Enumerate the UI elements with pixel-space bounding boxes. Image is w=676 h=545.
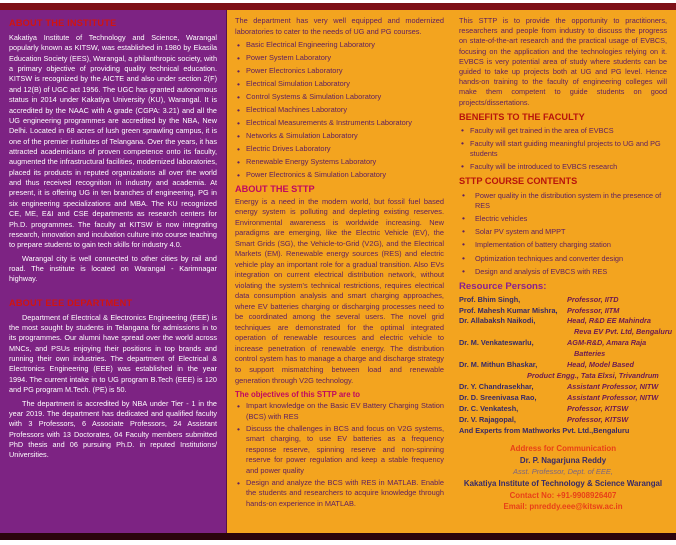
person-name: Dr. C. Venkatesh, [459, 403, 519, 413]
resource-persons-heading: Resource Persons: [459, 281, 547, 293]
benefit-item: • Faculty will be introduced to EVBCS research [459, 162, 667, 172]
person-role-continuation: Product Engg., Tata Elxsi, Trivandrum [527, 371, 659, 381]
course-contents-heading: STTP COURSE CONTENTS [459, 176, 578, 187]
contact-number: Contact No: +91-9908926407 [509, 490, 617, 500]
bottom-divider-bar [0, 533, 676, 540]
laboratory-list [235, 40, 444, 181]
course-contents-list [459, 191, 667, 277]
benefit-item: • Faculty will start guiding meaningful projects to UG and PG students [459, 139, 667, 159]
course-content-item: • Optimization techniques and converter design [459, 254, 667, 264]
person-role: Head, Model Based [567, 360, 634, 370]
benefit-item: • Faculty will get trained in the area of EVBCS [459, 126, 667, 136]
person-name: Dr. D. Sreenivasa Rao, [459, 393, 537, 402]
person-name: Dr. M. Venkateswarlu, [459, 338, 534, 348]
person-role: Professor, IITM [567, 305, 620, 315]
person-name: Dr. Allabaksh Naikodi, [459, 316, 536, 326]
benefits-list [459, 126, 667, 172]
eee-department-paragraph-2: The department is accredited by NBA under Tier - 1 in the year 2019. The department has dedicated and qualified faculty with 3 Professors, 6 Associate Professors, 24 Assistant Professors with 13 Doctorates, 04 Faculty members submitted PhD thesis and 06 pursuing Ph.D. in reputed Institutions/ Universities. [9, 398, 217, 460]
lab-list-item: • Power Electronics Laboratory [235, 66, 444, 77]
coordinator-name: Dr. P. Nagarjuna Reddy [519, 455, 607, 465]
top-divider-bar [0, 3, 676, 10]
objective-item: • Discuss the challenges in BCS and focus on V2G systems, smart charging, to use EV batteries as a frequency response reserve, spinning reserve and non-spinning reserve for power regulation and keep a stable frequency and power quality [235, 424, 444, 477]
person-role-continuation: Reva EV Pvt. Ltd, Bengaluru [574, 327, 673, 337]
person-role: Professor, KITSW [567, 403, 629, 413]
institute-paragraph-2: Warangal city is well connected to other cities by rail and road. The institute is located on Warangal - Karimnagar highway. [9, 253, 217, 284]
resource-person-row [459, 382, 667, 393]
course-content-item: • Implementation of battery charging station [459, 240, 667, 250]
course-content-item: • Power quality in the distribution system in the presence of RES [459, 191, 667, 211]
brochure-content [0, 10, 676, 533]
person-role: Professor, IITD [567, 294, 619, 304]
person-role: Assistant Professor, NITW [567, 393, 659, 402]
labs-intro-paragraph: The department has very well equipped and modernized laboratories to cater to the needs of UG and PG courses. [235, 16, 444, 36]
lab-list-item: • Power Electronics & Simulation Laboratory [235, 170, 444, 181]
resource-person-row [459, 360, 667, 371]
about-eee-department-heading: ABOUT EEE DEPARTMENT [9, 297, 133, 308]
resource-person-row [459, 404, 667, 415]
sttp-purpose-paragraph: This STTP is to provide the opportunity to practitioners, researchers and people from industry to discuss the progress on state-of-the-art research and the practical usage of EVBCS, focusing on the application and the technologies relying on it. EVBCS is very potential area of study where students can be guided to take up projects both at UG and PG level. Hence hands-on training to the faculty of engineering colleges will make them competent to guide students on good projects/dissertations. [459, 16, 667, 107]
about-institute-heading: ABOUT THE INSTITUTE [9, 18, 117, 28]
resource-person-row [459, 393, 667, 404]
lab-list-item: • Electrical Simulation Laboratory [235, 79, 444, 90]
person-name: Prof. Mahesh Kumar Mishra, [459, 305, 558, 315]
coordinator-institute: Kakatiya Institute of Technology & Science Warangal [463, 478, 663, 488]
course-content-item: • Solar PV system and MPPT [459, 227, 667, 237]
objectives-list [235, 401, 444, 509]
address-heading: Address for Communication [509, 443, 617, 453]
person-role: AGM-R&D, Amara Raja [567, 338, 647, 348]
benefits-heading: BENEFITS TO THE FACULTY [459, 111, 585, 122]
resource-person-row [459, 316, 667, 327]
lab-list-item: • Basic Electrical Engineering Laboratory [235, 40, 444, 51]
lab-list-item: • Renewable Energy Systems Laboratory [235, 157, 444, 168]
eee-department-paragraph-1: Department of Electrical & Electronics Engineering (EEE) is the most sought by students in Telangana for admissions in to its programmes. Our alumni have spread over the world across MNCs, and PSUs enjoying their positions in top brands and running their own industries. The department of Electrical & Electronics Engineering (EEE) was established in the year 1994. The current intake in to UG program B.Tech (EEE) is 120 and PG program M.Tech. (PE) is 50. [9, 312, 217, 395]
right-column-benefits-contacts [451, 10, 676, 533]
resource-person-row [459, 338, 667, 349]
about-sttp-heading: ABOUT THE STTP [235, 183, 315, 194]
person-name: Dr. M. Mithun Bhaskar, [459, 360, 538, 370]
coordinator-designation: Asst. Professor, Dept. of EEE, [512, 467, 614, 477]
objectives-heading: The objectives of this STTP are to [235, 390, 361, 400]
resource-person-row [459, 295, 667, 306]
person-role: Assistant Professor, NITW [567, 382, 659, 392]
lab-list-item: • Power System Laboratory [235, 53, 444, 64]
experts-line: And Experts from Mathworks Pvt. Ltd.,Bengaluru [459, 425, 630, 435]
contact-email: Email: pnreddy.eee@kitsw.ac.in [503, 502, 623, 512]
lab-list-item: • Networks & Simulation Laboratory [235, 131, 444, 142]
middle-column-labs-sttp [227, 10, 451, 533]
sttp-description-paragraph: Energy is a need in the modern world, but fossil fuel based energy system is polluting and depleting existing reserves. Environmental awareness is worldwide increasing. New paradigms are emerging, like the Electric Vehicle (EV), the Smart Grids (SG), the Vehicle-to-Grid (V2G), and the Electrical Markets (EM). Renewable energy sources (RES) and electric vehicle play an important role for a gradual transition. Also EVs integration on current electrical distribution network, without violating the system's technical restrictions, requires electrical data consumption analysis and smart charging approaches, where EV batteries charging or discharging processes need to be coordinated among the several users. The novel grid techniques are demonstrated for the optimal integrated operation of renewable resources and electric vehicle to increase penetration of renewable energy. The distribution control system has to manage a charge and discharge strategy to support mismatching between load and renewable generation through V2G technology. [235, 196, 444, 385]
resource-persons-list [459, 294, 673, 437]
lab-list-item: • Electrical Measurements & Instruments Laboratory [235, 118, 444, 129]
person-role-continuation: Batteries [574, 349, 606, 359]
person-name: Dr. Y. Chandrasekhar, [459, 382, 534, 392]
address-for-communication-block [459, 443, 667, 514]
objective-item: • Design and analyze the BCS with RES in MATLAB. Enable the students and researchers to acquire knowledge through hands-on experience in MATLAB. [235, 478, 444, 510]
institute-paragraph-1: Kakatiya Institute of Technology and Science, Warangal popularly known as KITSW, was established in 1980 by Ekasila Education Society (EES), Warangal, a philanthropic society, with a primary objective of providing quality technical education. KITSW is recognized by the AICTE and also under section 2(F) and 12(B) of UGC act 1956. The UGC has granted autonomous status in 2014 under Kakatiya University (KU), Warangal. It is accredited by the NAAC with A grade (CGPA: 3.21) and all the UG engineering programmes are accredited by the NBA, New Delhi. Located in 68 acres of lush green sprawling campus, it is one of the premier institutes of Telangana. Over the years, it has attracted academicians of proven competence onto its faculty, augmented the infrastructural facilities, modernized laboratories, placed its products in reputed organizations all over the world and thus received recognition in industry and academia. At present, it is offering UG in ten branches of engineering, PG in six engineering specializations and MBA. The KU recognized CE, ME, E&I and CSE departments as research centers for Ph.D. programmes. The faculty at KITSW is now integrating research, innovation and incubation culture into course teaching to prepare students to gain tech skills for industry 4.0. [9, 33, 217, 250]
person-role: Head, R&D EE Mahindra [567, 316, 651, 326]
lab-list-item: • Control Systems & Simulation Laboratory [235, 92, 444, 103]
course-content-item: • Design and analysis of EVBCS with RES [459, 267, 667, 277]
person-name: Prof. Bhim Singh, [459, 294, 521, 304]
resource-person-row [459, 415, 667, 426]
left-column-institute-panel [0, 10, 227, 533]
lab-list-item: • Electrical Machines Laboratory [235, 105, 444, 116]
person-role: Professor, KITSW [567, 414, 629, 424]
person-name: Dr. V. Rajagopal, [459, 414, 516, 424]
spacer [9, 288, 217, 296]
course-content-item: • Electric vehicles [459, 214, 667, 224]
resource-person-row [459, 306, 667, 317]
lab-list-item: • Electric Drives Laboratory [235, 144, 444, 155]
objective-item: • Impart knowledge on the Basic EV Battery Charging Station (BCS) with RES [235, 401, 444, 422]
